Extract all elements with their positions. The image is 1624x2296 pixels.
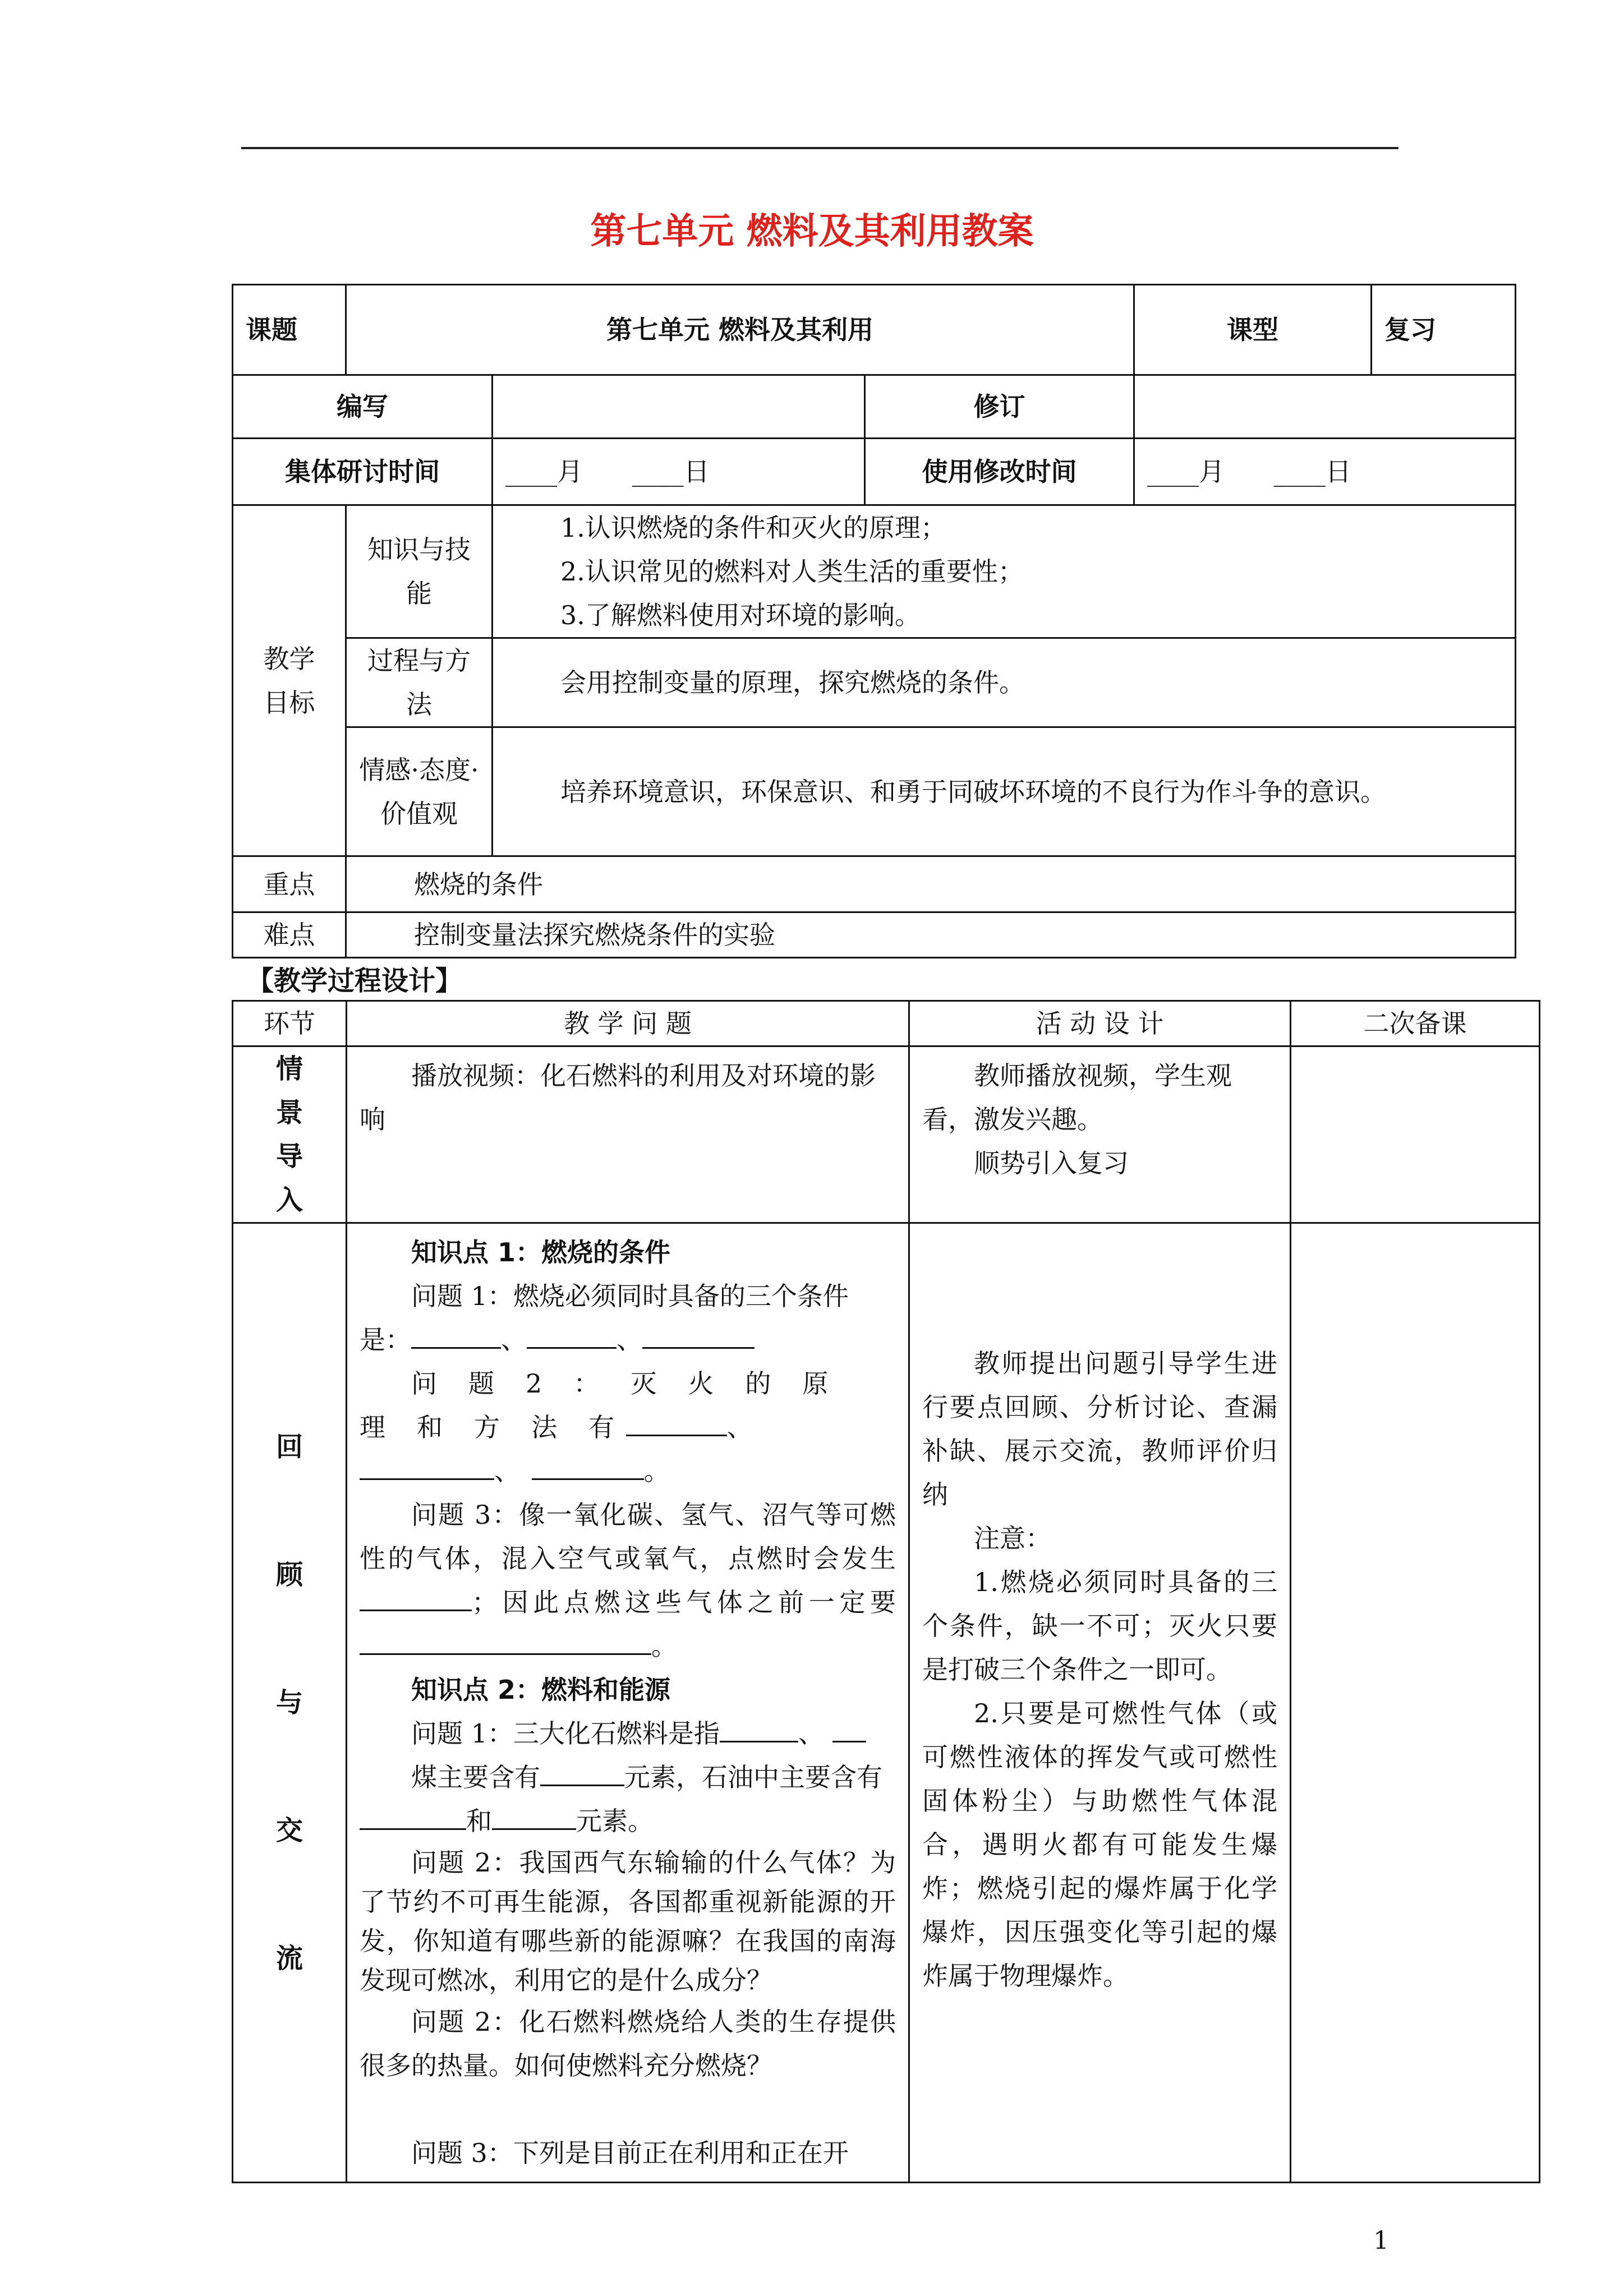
revise-value [1134,375,1516,439]
stage-intro: 情景导入 [233,1046,347,1223]
intro-activity [909,1046,1291,1223]
kp2-q3: 问题 2：化石燃料燃烧给人类的生存提供很多的热量。如何使燃料充分燃烧？ [360,2007,896,2081]
topic-value: 第七单元 燃料及其利用 [346,285,1134,375]
knowledge-label: 知识与技能 [346,505,493,638]
lesson-type-label: 课型 [1134,285,1372,375]
review-activity [909,1223,1291,2183]
emotion-value: 培养环境意识，环保意识、和勇于同破坏环境的不良行为作斗争的意识。 [493,727,1516,856]
intro-activity-text: 顺势引入复习 [974,1148,1129,1178]
kp2-q1: 问题 1：三大化石燃料是指 、 [360,1712,896,1755]
teaching-process-table [232,1000,1540,2183]
key-point-label: 重点 [233,856,346,912]
key-point-value: 燃烧的条件 [346,856,1516,912]
stage-review: 回顾与交流 [233,1223,347,2183]
page-number: 1 [1373,2226,1389,2255]
review-activity-intro: 教师提出问题引导学生进行要点回顾、分析讨论、查漏补缺、展示交流，教师评价归纳 [922,1348,1277,1510]
topic-label: 课题 [233,285,346,375]
knowledge-item: 1.认识燃烧的条件和灭火的原理； [560,513,946,543]
difficult-point-value: 控制变量法探究燃烧条件的实验 [346,912,1516,958]
header-rule [241,147,1398,149]
intro-activity-text: 教师播放视频，学生观看，激发兴趣。 [922,1061,1232,1135]
header-problem: 教 学 问 题 [347,1001,909,1046]
kp2-q2: 问题 2：我国西气东输输的什么气体？为了节约不可再生能源，各国都重视新能源的开发，你知道有哪些新的能源嘛？在我国的南海发现可燃冰，利用它的是什么成分？ [360,1847,896,1995]
process-method-label: 过程与方法 [346,638,493,727]
knowledge-item: 2.认识常见的燃料对人类生活的重要性； [560,556,1024,587]
kp2-q4: 问题 3：下列是目前正在利用和正在开 [411,2138,849,2168]
section-title: 【教学过程设计】 [247,965,463,997]
header-stage: 环节 [233,1001,347,1046]
goals-label: 教学目标 [233,505,346,856]
revise-label: 修订 [865,375,1134,439]
use-time-value: ____月 ____日 [1134,439,1516,505]
use-time-label: 使用修改时间 [865,439,1134,505]
intro-problem-text: 播放视频：化石燃料的利用及对环境的影响 [360,1061,876,1135]
kp2-q1-cont: 煤主要含有 元素，石油中主要含有和 元素。 [360,1755,896,1843]
author-value [493,375,865,439]
kp1-title: 知识点 1：燃烧的条件 [411,1237,671,1267]
kp1-q1: 问题 1：燃烧必须同时具备的三个条件是： 、 、 [360,1281,849,1355]
knowledge-items [493,505,1516,638]
intro-problem [347,1046,909,1223]
kp2-title: 知识点 2：燃料和能源 [411,1675,671,1705]
process-method-value: 会用控制变量的原理，探究燃烧的条件。 [493,638,1516,727]
review-problem [347,1223,909,2183]
lesson-info-table [232,284,1516,958]
study-time-value: ____月 ____日 [493,439,865,505]
intro-notes [1291,1046,1540,1223]
knowledge-item: 3.了解燃料使用对环境的影响。 [560,600,921,630]
kp1-q2: 问 题 2 ： 灭 火 的 原 理 和 方 法 有 、、 。 [360,1368,840,1486]
difficult-point-label: 难点 [233,912,346,958]
review-note-1: 1.燃烧必须同时具备的三个条件，缺一不可；灭火只要是打破三个条件之一即可。 [922,1567,1277,1685]
header-activity: 活 动 设 计 [909,1001,1291,1046]
document-title: 第七单元 燃料及其利用教案 [590,211,1034,252]
header-notes: 二次备课 [1291,1001,1540,1046]
study-time-label: 集体研讨时间 [233,439,493,505]
review-notes [1291,1223,1540,2183]
kp1-q3: 问题 3：像一氧化碳、氢气、沼气等可燃性的气体，混入空气或氧气，点燃时会发生；因此点燃这些气体之前一定要。 [360,1500,896,1661]
emotion-label: 情感·态度·价值观 [346,727,493,856]
review-note-2: 2.只要是可燃性气体（或可燃性液体的挥发气或可燃性固体粉尘）与助燃性气体混合，遇明火都有可能发生爆炸；燃烧引起的爆炸属于化学爆炸，因压强变化等引起的爆炸属于物理爆炸。 [922,1698,1277,1991]
lesson-type-value: 复习 [1372,285,1516,375]
author-label: 编写 [233,375,493,439]
review-note-label: 注意： [974,1523,1051,1553]
